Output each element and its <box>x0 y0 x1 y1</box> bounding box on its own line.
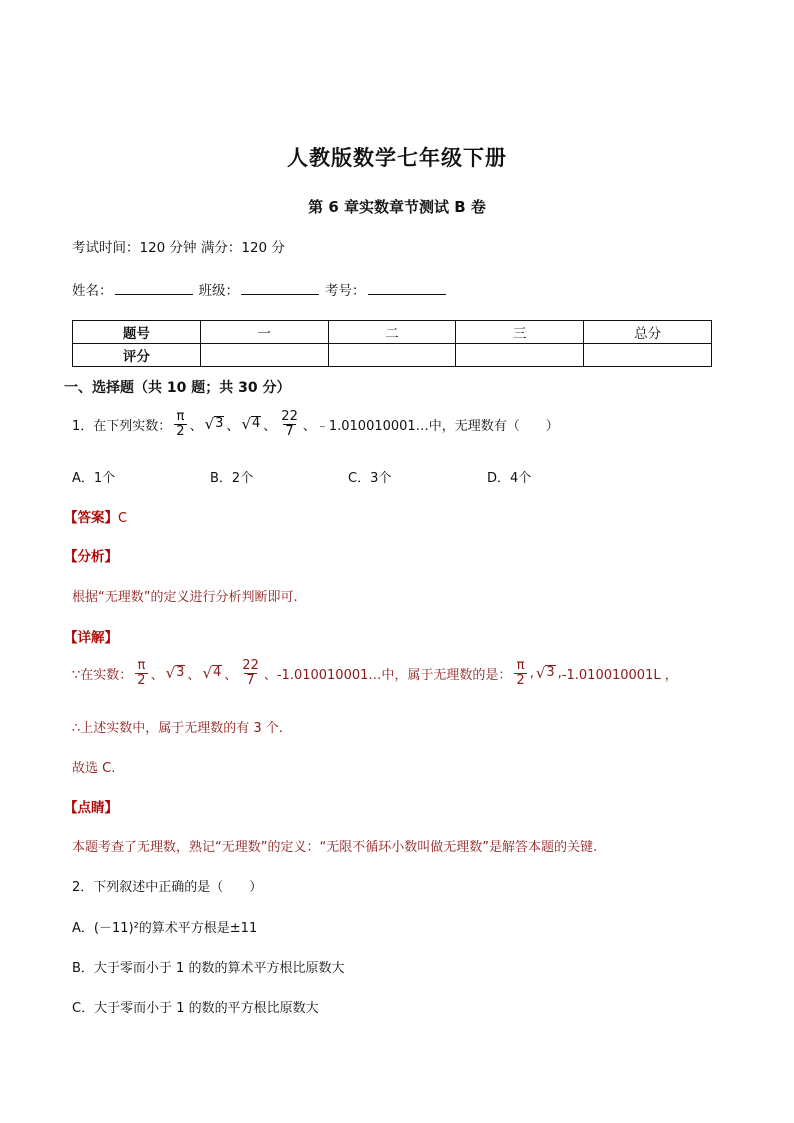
detail-line-3: 故选 C. <box>72 761 116 776</box>
sqrt-4: √ 4 <box>202 663 222 682</box>
fraction-pi-over-2: $\frac{\pi}{2}$ <box>176 409 185 439</box>
class-label: 班级： <box>198 283 239 299</box>
q1-option-c[interactable]: C．3个 <box>348 471 392 486</box>
q1-prefix: 1．在下列实数： <box>72 418 172 434</box>
score-row-label: 评分 <box>73 344 201 367</box>
id-blank[interactable] <box>368 280 446 295</box>
id-label: 考号： <box>325 283 366 299</box>
q2-option-c[interactable]: C．大于零而小于 1 的数的平方根比原数大 <box>72 1001 319 1016</box>
sqrt-4: √ 4 <box>241 414 261 433</box>
score-table-score-row <box>73 344 712 367</box>
score-table-header-row <box>73 321 712 344</box>
answer-value: C <box>118 511 128 526</box>
score-header-cell: 三 <box>456 321 584 344</box>
score-header-cell: 题号 <box>73 321 201 344</box>
score-table <box>72 320 712 367</box>
q1-option-d[interactable]: D．4个 <box>487 471 532 486</box>
student-info-row <box>72 279 452 299</box>
sqrt-3: √ 3 <box>535 663 555 682</box>
sqrt-3: √ 3 <box>165 663 185 682</box>
score-cell <box>456 344 584 367</box>
score-header-cell: 二 <box>328 321 456 344</box>
q1-option-b[interactable]: B．2个 <box>210 471 254 486</box>
document-subtitle: 第 6 章实数章节测试 B 卷 <box>308 198 486 216</box>
q1-tail: ﹣1.010010001…中，无理数有（ ） <box>315 418 559 434</box>
fraction-22-over-7: $\frac{22}{7}$ <box>281 409 298 439</box>
question-2-stem: 2．下列叙述中正确的是（ ） <box>72 880 263 895</box>
detail-line-1: ∵在实数： $\frac{\pi}{2}$ 、 √ 3 、 √ 4 、 $\frac{22}{7}$ 、 -1.010010001…中，属于无理数的是： $\frac{\pi}{2}$ , √ 3 , -1.010010001L ， <box>72 658 678 688</box>
fraction-pi-over-2: $\frac{\pi}{2}$ <box>137 658 146 688</box>
q2-option-b[interactable]: B．大于零而小于 1 的数的算术平方根比原数大 <box>72 961 345 976</box>
score-header-cell: 总分 <box>584 321 712 344</box>
point-text: 本题考查了无理数，熟记“无理数”的定义：“无限不循环小数叫做无理数”是解答本题的关键. <box>72 840 598 855</box>
fraction-22-over-7: $\frac{22}{7}$ <box>242 658 259 688</box>
detail-tag: 【详解】 <box>64 630 118 646</box>
detail-line-2: ∴上述实数中，属于无理数的有 3 个. <box>72 721 283 736</box>
score-cell <box>328 344 456 367</box>
q1-option-a[interactable]: A．1个 <box>72 471 116 486</box>
q2-option-a[interactable]: A．(－11)²的算术平方根是±11 <box>72 921 258 936</box>
point-tag: 【点睛】 <box>64 800 118 816</box>
analysis-text: 根据“无理数”的定义进行分析判断即可. <box>72 590 298 605</box>
sqrt-3: √ 3 <box>204 414 224 433</box>
section-heading: 一、选择题（共 10 题；共 30 分） <box>64 380 291 396</box>
score-cell <box>200 344 328 367</box>
score-cell <box>584 344 712 367</box>
score-header-cell: 一 <box>200 321 328 344</box>
name-label: 姓名： <box>72 283 113 299</box>
class-blank[interactable] <box>241 280 319 295</box>
exam-meta: 考试时间：120 分钟 满分：120 分 <box>72 240 285 256</box>
name-blank[interactable] <box>115 280 193 295</box>
document-title: 人教版数学七年级下册 <box>287 146 507 170</box>
q1-answer <box>64 506 127 526</box>
question-1-stem: 1．在下列实数： $\frac{\pi}{2}$ 、 √ 3 、 √ 4 、 $\frac{22}{7}$ 、 ﹣1.010010001…中，无理数有（ ） <box>72 409 559 439</box>
answer-tag: 【答案】 <box>64 510 118 526</box>
fraction-pi-over-2: $\frac{\pi}{2}$ <box>516 658 525 688</box>
analysis-tag: 【分析】 <box>64 549 118 565</box>
